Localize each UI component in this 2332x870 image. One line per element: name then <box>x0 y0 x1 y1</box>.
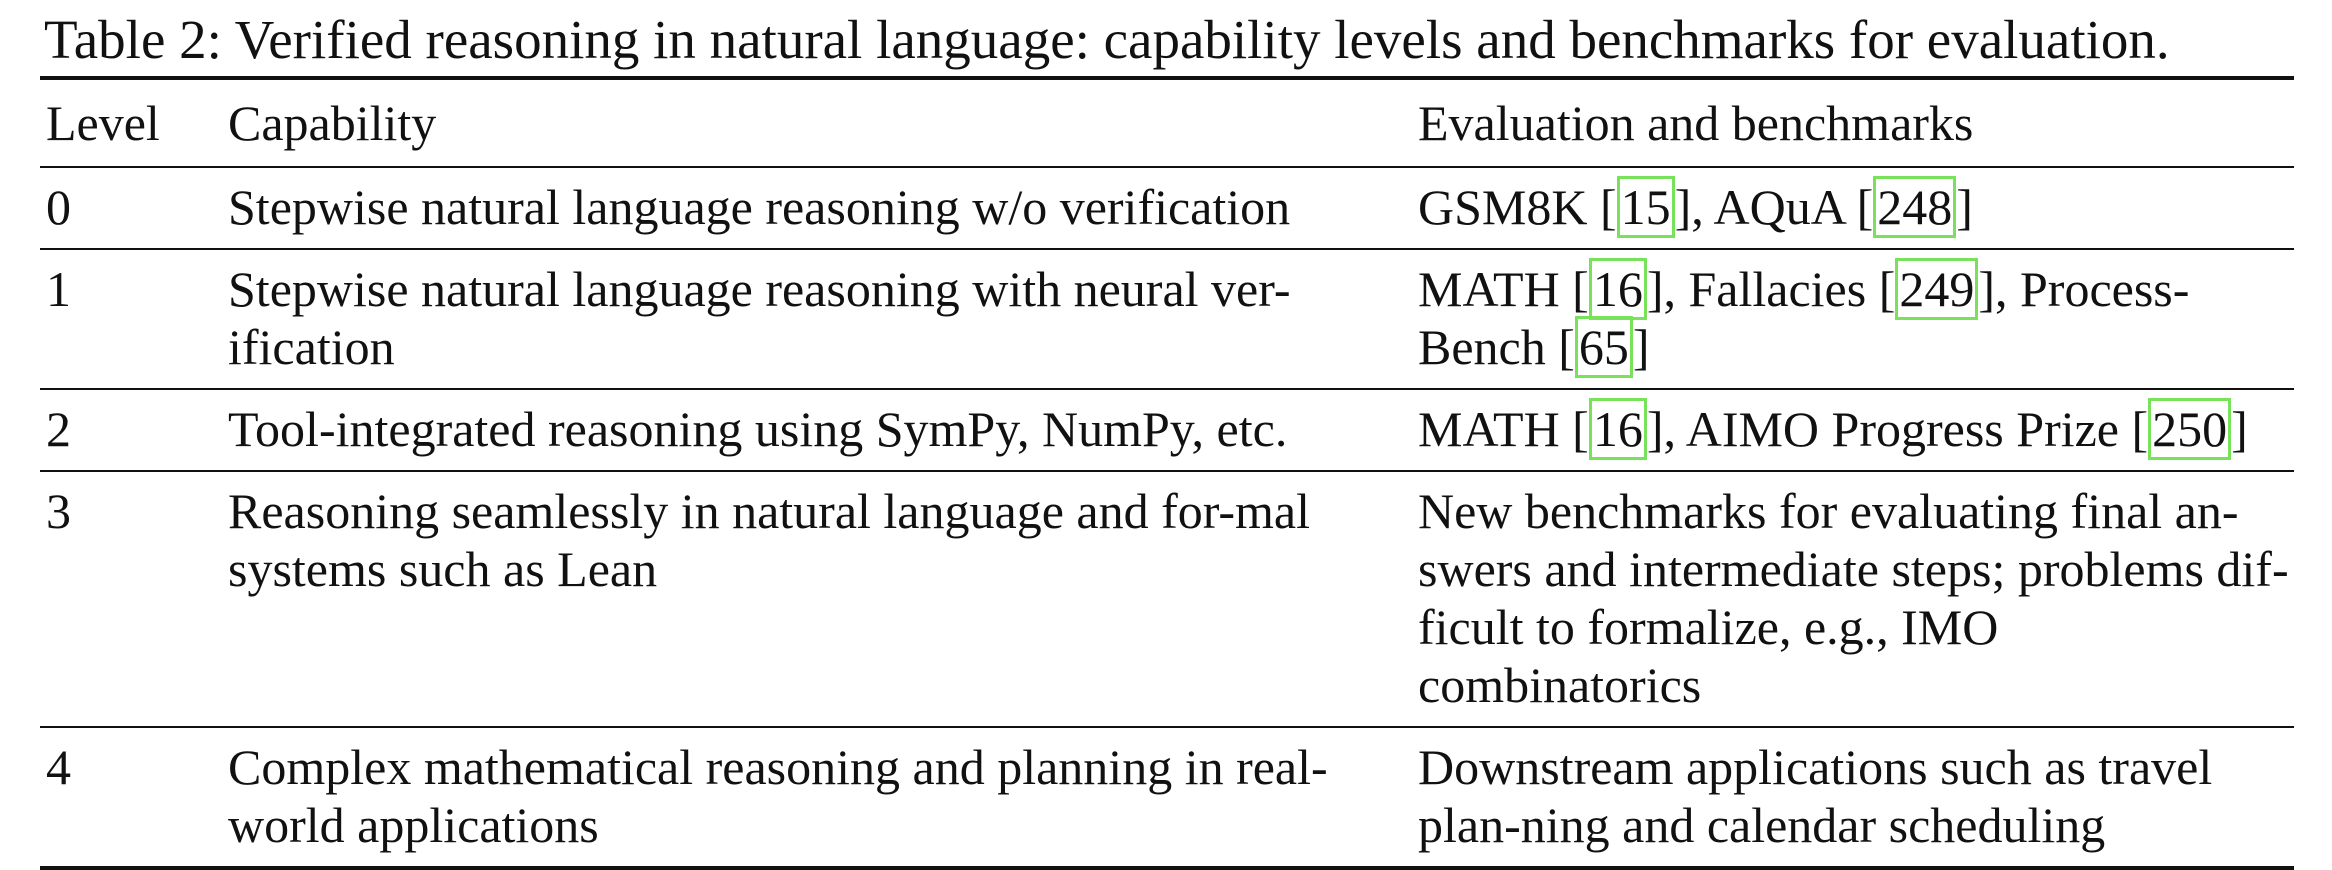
header-level: Level <box>46 95 160 151</box>
citation-link[interactable]: 250 <box>2148 398 2231 460</box>
capability-cell: Tool-integrated reasoning using SymPy, NumPy, etc. <box>228 401 1288 457</box>
evaluation-text: MATH [ <box>1418 401 1589 457</box>
header-capability: Capability <box>228 95 437 151</box>
table-row <box>40 249 2294 389</box>
level-cell: 1 <box>46 261 71 317</box>
evaluation-text: MATH [ <box>1418 261 1589 317</box>
table-row <box>40 167 2294 249</box>
citation-link[interactable]: 16 <box>1589 398 1647 460</box>
citation-link[interactable]: 65 <box>1575 316 1633 378</box>
citation-link[interactable]: 15 <box>1617 176 1675 238</box>
table-row <box>40 471 2294 727</box>
table-caption: Table 2: Verified reasoning in natural language: capability levels and benchmarks for evaluation. <box>44 9 2170 70</box>
evaluation-text: GSM8K [ <box>1418 179 1617 235</box>
header-evaluation: Evaluation and benchmarks <box>1418 95 1974 151</box>
evaluation-text: ], AQuA [ <box>1674 179 1874 235</box>
evaluation-text: ], AIMO Progress Prize [ <box>1646 401 2149 457</box>
evaluation-text: ] <box>1632 319 1650 375</box>
level-cell: 3 <box>46 483 71 539</box>
level-cell: 4 <box>46 739 71 795</box>
capability-cell: Complex mathematical reasoning and planning in real-world applications <box>228 739 1328 853</box>
capability-cell: Stepwise natural language reasoning w/o verification <box>228 179 1291 235</box>
table-row <box>40 727 2294 868</box>
evaluation-text: ] <box>1956 179 1973 235</box>
evaluation-text: Downstream applications such as travel plan-ning and calendar scheduling <box>1418 739 2213 853</box>
table-header-row <box>40 78 2294 167</box>
evaluation-cell <box>1418 389 2294 471</box>
evaluation-text: ], Fallacies [ <box>1646 261 1896 317</box>
level-cell: 0 <box>46 179 71 235</box>
capability-cell: Reasoning seamlessly in natural language and for-mal systems such as Lean <box>228 483 1311 597</box>
evaluation-text: ], Process-Bench [ <box>1418 261 2190 375</box>
evaluation-text: ] <box>2231 401 2248 457</box>
citation-link[interactable]: 248 <box>1873 176 1956 238</box>
citation-link[interactable]: 16 <box>1589 258 1647 320</box>
evaluation-text: New benchmarks for evaluating final an-swers and intermediate steps; problems dif-ficult to formalize, e.g., IMO combinatorics <box>1418 483 2289 713</box>
table-row <box>40 389 2294 471</box>
level-cell: 2 <box>46 401 71 457</box>
evaluation-cell <box>1418 167 2294 249</box>
capability-cell: Stepwise natural language reasoning with neural ver-ification <box>228 261 1291 375</box>
evaluation-cell <box>1418 471 2294 727</box>
capability-levels-table <box>40 76 2294 870</box>
evaluation-cell <box>1418 249 2294 389</box>
evaluation-cell <box>1418 727 2294 868</box>
citation-link[interactable]: 249 <box>1895 258 1978 320</box>
